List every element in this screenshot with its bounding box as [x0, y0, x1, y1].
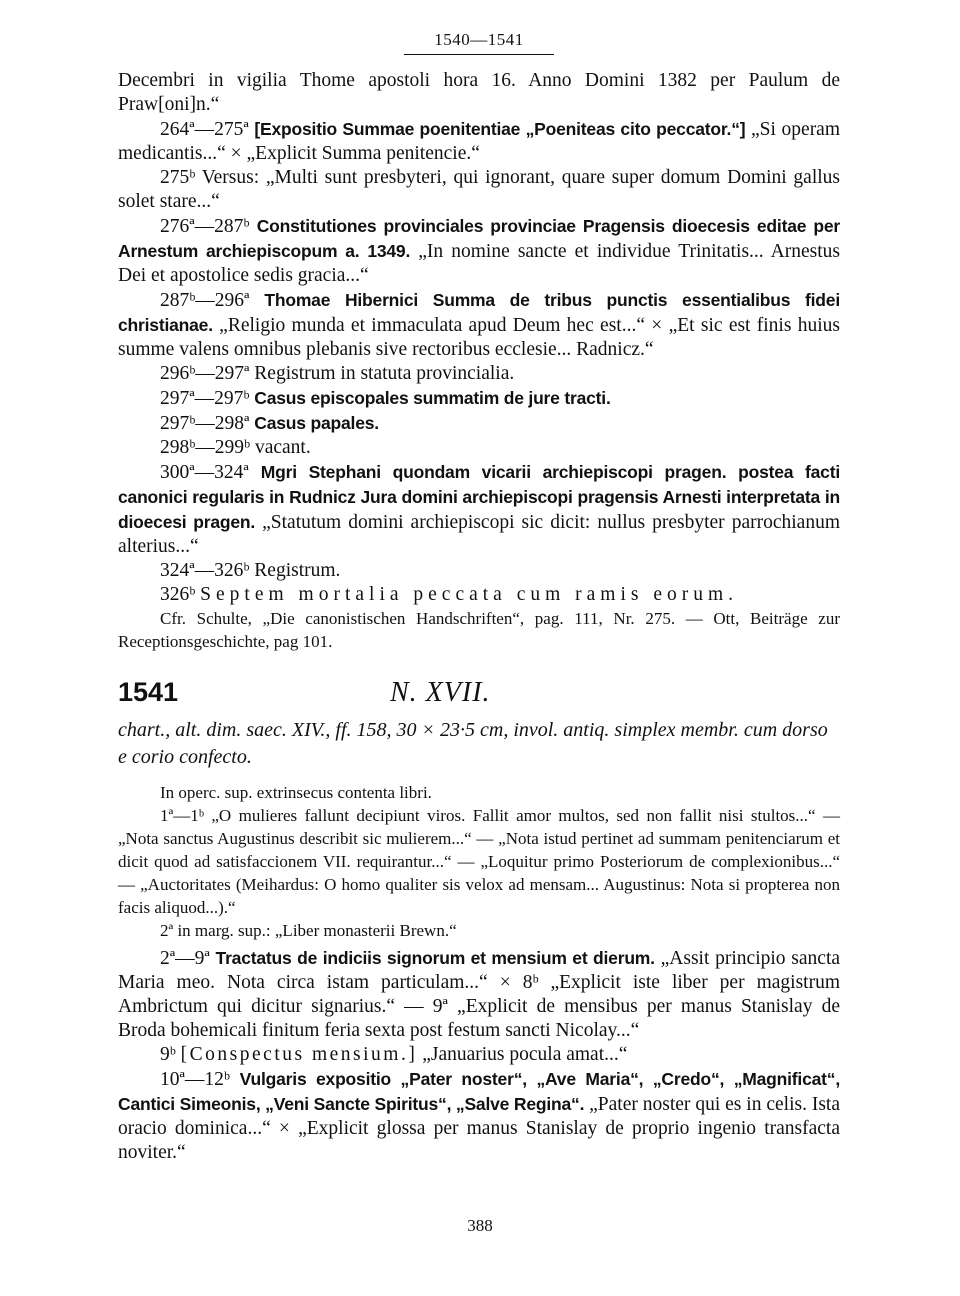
item-287b-296a	[118, 288, 840, 362]
item-text: Versus: „Multi sunt presbyteri, qui ignorant, quare super domum Domini gallus solet stare...“	[118, 167, 840, 212]
item-title: Casus episcopales summatim de jure tracti.	[254, 388, 611, 408]
item-296b-297a	[118, 362, 840, 386]
prev-entry-continuation: Decembri in vigilia Thome apostoli hora 16. Anno Domini 1382 per Paulum de Praw[oni]n.“	[118, 70, 840, 115]
entry-number: 1541	[118, 677, 179, 707]
item-text: Registrum.	[254, 560, 341, 581]
folio-range: 10ª—12ᵇ	[160, 1069, 230, 1090]
item-297a-297b	[118, 386, 840, 411]
folio-range: 275ᵇ	[160, 167, 196, 188]
item-264a-275a	[118, 117, 840, 166]
item-298b-299b	[118, 436, 840, 460]
item-text: vacant.	[254, 437, 311, 458]
item-2a-9a	[118, 946, 840, 1043]
item-incipit: „Si operam medicantis...“ × „Explicit Summa penitencie.“	[118, 119, 841, 164]
item-incipit: „Religio munda et immaculata apud Deum hec est...“ × „Et sic est finis huius summe valens omnibus plebanis sive rectoribus ecclesie... Radnicz.“	[118, 315, 840, 360]
codex-description: chart., alt. dim. saec. XIV., ff. 158, 30 × 23·5 cm, invol. antiq. simplex membr. cum dorso e corio confecto.	[118, 719, 828, 768]
header-rule	[404, 54, 554, 55]
item-text: „O mulieres fallunt decipiunt viros. Fallit amor multos, sed non fallit nisi stultos...“ — „Nota sanctus Augustinus describit sic mulierem...“ — „Nota istud pertinet ad summam penitenciarum et dicit quod ad satisfaccionem VII. requirantur...“ — „Loquitur primo Posteriorum de complexionibus...“ — „Auctoritates (Meihardus: O homo qualiter sis velox ad mensam... Augustinus: Nota si propterea non facis aliquod...).“	[118, 806, 841, 917]
item-text: in marg. sup.: „Liber monasterii Brewn.“	[177, 921, 457, 940]
folio-range: 297ᵇ—298ª	[160, 413, 250, 434]
folio-range: 296ᵇ—297ª	[160, 363, 250, 384]
folio-range: 9ᵇ	[160, 1044, 176, 1065]
item-incipit: „Statutum domini archiepiscopi sic dicit: nullus presbyter parrochianum alterius...“	[118, 512, 840, 557]
item-275b	[118, 166, 840, 214]
page-body	[118, 30, 840, 1165]
item-text: Registrum in statuta provincialia.	[254, 363, 515, 384]
item-title: Thomae Hibernici Summa de tribus punctis essentialibus fidei christianae.	[118, 290, 840, 335]
item-incipit: „Januarius pocula amat...“	[422, 1044, 628, 1065]
item-title: Tractatus de indiciis signorum et mensium et dierum.	[215, 948, 655, 968]
item-title: Casus papales.	[254, 413, 379, 433]
folio-range: 287ᵇ—296ª	[160, 290, 250, 311]
item-title: [Expositio Summae poenitentiae „Poeniteas cito peccator.“]	[254, 119, 746, 139]
folio-range: 298ᵇ—299ᵇ	[160, 437, 251, 458]
item-326b	[118, 583, 840, 607]
entry-heading	[118, 677, 840, 709]
item-9b	[118, 1043, 840, 1067]
folio-range: 2ª	[160, 921, 174, 940]
cover-note: In operc. sup. extrinsecus contenta libri.	[160, 783, 432, 802]
item-324a-326b	[118, 559, 840, 583]
folio-range: 324ª—326ᵇ	[160, 560, 250, 581]
item-title: [Conspectus mensium.]	[180, 1044, 418, 1065]
page-number: 388	[467, 1216, 493, 1235]
item-276a-287b	[118, 214, 840, 288]
item-title: Mgri Stephani quondam vicarii archiepiscopi pragen. postea facti canonici regularis in Rudnicz Jura domini archiepiscopi pragensis Arnesti interpretata in dioecesi pragen.	[118, 462, 841, 532]
item-300a-324a	[118, 460, 840, 559]
item-title: Constitutiones provinciales provinciae Pragensis dioecesis editae per Arnestum archiepiscopum a. 1349.	[118, 216, 840, 261]
item-1a-1b	[118, 804, 840, 919]
item-10a-12b	[118, 1067, 840, 1165]
bibliography-note: Cfr. Schulte, „Die canonistischen Handschriften“, pag. 111, Nr. 275. — Ott, Beiträge zur Receptionsgeschichte, pag 101.	[118, 609, 840, 651]
item-297b-298a	[118, 411, 840, 436]
folio-range: 300ª—324ª	[160, 462, 249, 483]
folio-range: 297ª—297ᵇ	[160, 388, 250, 409]
item-2a-margin	[118, 919, 840, 942]
folio-range: 326ᵇ	[160, 584, 196, 605]
item-incipit: „In nomine sancte et individue Trinitatis... Arnestus Dei et apostolice sedis gracia...“	[118, 241, 841, 286]
folio-range: 2ª—9ª	[160, 948, 210, 969]
entry-signature: N. XVII.	[390, 677, 491, 708]
folio-range: 264ª—275ª	[160, 119, 249, 140]
folio-range: 1ª—1ᵇ	[160, 806, 204, 825]
folio-range: 276ª—287ᵇ	[160, 216, 250, 237]
item-title: Vulgaris expositio „Pater noster“, „Ave Maria“, „Credo“, „Magnificat“, Cantici Simeonis, „Veni Sancte Spiritus“, „Salve Regina“.	[118, 1069, 840, 1114]
item-text: Septem mortalia peccata cum ramis eorum.	[200, 584, 739, 605]
running-head: 1540—1541	[434, 30, 524, 49]
item-incipit: „Assit principio sancta Maria meo. Nota circa istam particulam...“ × 8ᵇ „Explicit iste liber per magistrum Ambrictum qui dicitur signarius.“ — 9ª „Explicit de mensibus per manus Stanislay de Broda bohemicali finitum feria sexta post festum sancti Nicolay...“	[118, 948, 841, 1041]
item-incipit: „Pater noster qui es in celis. Ista oracio dominica...“ × „Explicit glossa per manus Stanislay de proprio ingenio transfacta noviter.“	[118, 1094, 841, 1163]
